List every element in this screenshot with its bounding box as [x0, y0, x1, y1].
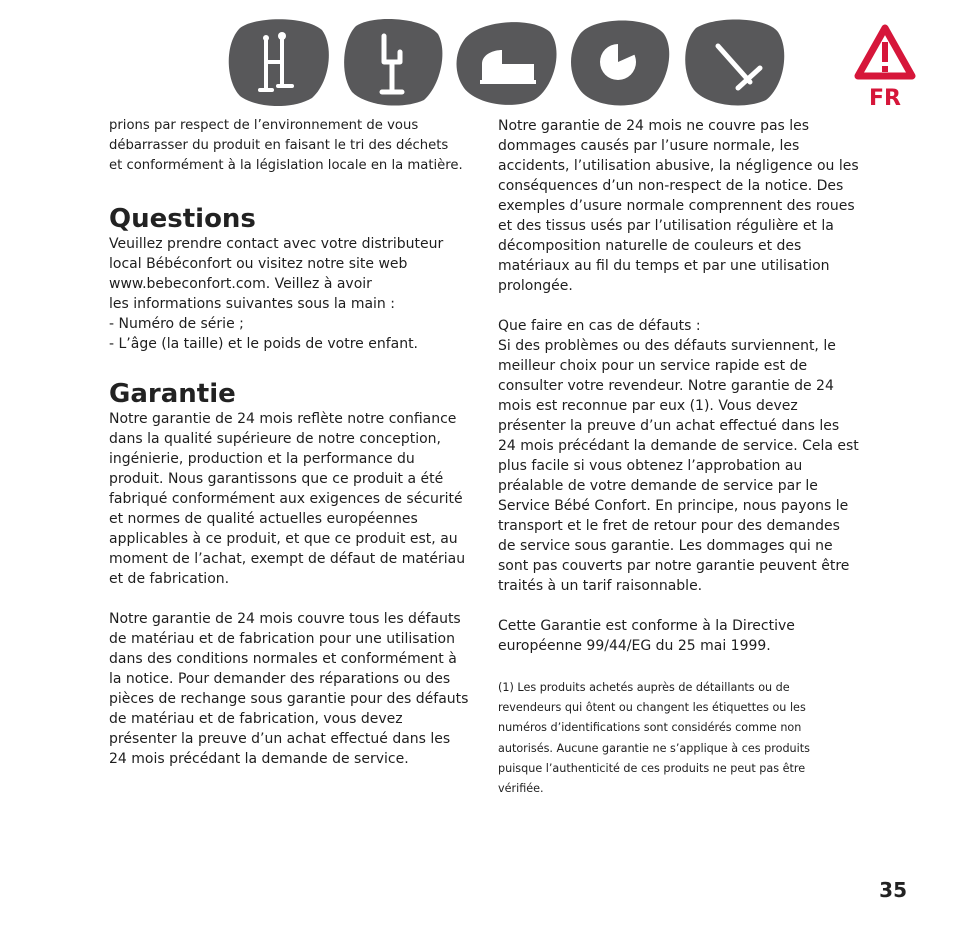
text-line: Service Bébé Confort. En principe, nous payons le	[498, 498, 849, 514]
text-line: Que faire en cas de défauts :	[498, 318, 701, 334]
text-line: dommages causés par l’usure normale, les	[498, 138, 800, 154]
text-line: Veuillez prendre contact avec votre distributeur	[109, 236, 444, 252]
text-line: conséquences d’un non-respect de la notice. Des	[498, 178, 844, 194]
text-line: présenter la preuve d’un achat effectué dans les	[109, 731, 451, 747]
carrycot-icon	[454, 16, 560, 106]
text-line: dans la qualité supérieure de notre conception,	[109, 431, 441, 447]
defects-paragraph	[498, 316, 860, 596]
text-line: Cette Garantie est conforme à la Directive	[498, 618, 795, 634]
text-line: plus facile si vous obtenez l’approbation au	[498, 458, 803, 474]
text-line: la notice. Pour demander des réparations ou des	[109, 671, 451, 687]
questions-paragraph	[109, 234, 471, 354]
text-line: exemples d’usure normale comprennent des roues	[498, 198, 855, 214]
fold-icon	[682, 16, 788, 106]
seat-upright-icon	[340, 16, 446, 106]
text-line: et conformément à la législation locale en la matière.	[109, 158, 463, 173]
footnote	[498, 678, 860, 799]
text-line: européenne 99/44/EG du 25 mai 1999.	[498, 638, 771, 654]
text-line: et des tissus usés par l’utilisation régulière et la	[498, 218, 834, 234]
text-line: ingénierie, production et la performance du	[109, 451, 415, 467]
text-line: local Bébéconfort ou visitez notre site web	[109, 256, 408, 272]
text-line: revendeurs qui ôtent ou changent les étiquettes ou les	[498, 701, 806, 715]
text-line: vérifiée.	[498, 782, 544, 796]
text-line: moment de l’achat, exempt de défaut de matériau	[109, 551, 466, 567]
text-line: traités à un tarif raisonnable.	[498, 578, 703, 594]
text-line: Notre garantie de 24 mois ne couvre pas les	[498, 118, 810, 134]
text-line: les informations suivantes sous la main :	[109, 296, 395, 312]
text-line: (1) Les produits achetés auprès de détaillants ou de	[498, 681, 790, 694]
text-line: autorisés. Aucune garantie ne s’applique à ces produits	[498, 741, 810, 755]
text-line: puisque l’authenticité de ces produits ne peut pas être	[498, 761, 806, 775]
right-column	[498, 116, 860, 799]
questions-heading: Questions	[109, 204, 256, 234]
text-line: prions par respect de l’environnement de vous	[109, 118, 419, 133]
text-line: produit. Nous garantissons que ce produit a été	[109, 471, 444, 487]
text-line: meilleur choix pour un service rapide est de	[498, 358, 808, 374]
recline-icon	[568, 16, 674, 106]
garantie-heading: Garantie	[109, 379, 236, 409]
text-line: et normes de qualité actuelles européennes	[109, 511, 418, 527]
exclusions-paragraph	[498, 116, 860, 296]
text-line: numéros d’identifications sont considérés comme non	[498, 721, 802, 735]
text-line: matériaux au fil du temps et par une utilisation	[498, 258, 830, 274]
text-line: prolongée.	[498, 278, 573, 294]
text-line: fabriqué conformément aux exigences de sécurité	[109, 491, 463, 507]
text-line: accidents, l’utilisation abusive, la négligence ou les	[498, 158, 859, 174]
text-line: sont pas couverts par notre garantie peuvent être	[498, 558, 850, 574]
list-item: - Numéro de série ;	[109, 316, 244, 332]
text-line: Notre garantie de 24 mois reflète notre confiance	[109, 411, 457, 427]
text-line: mois est reconnue par eux (1). Vous devez	[498, 398, 798, 414]
text-line: consulter votre revendeur. Notre garantie de 24	[498, 378, 834, 394]
text-line: dans des conditions normales et conformément à	[109, 651, 457, 667]
directive-paragraph	[498, 616, 860, 656]
text-line: décomposition naturelle de couleurs et des	[498, 238, 802, 254]
text-line: et de fabrication.	[109, 571, 230, 587]
text-line: pièces de rechange sous garantie pour des défauts	[109, 691, 469, 707]
page-number: 35	[879, 878, 907, 902]
list-item: - L’âge (la taille) et le poids de votre enfant.	[109, 336, 419, 352]
text-line: Si des problèmes ou des défauts surviennent, le	[498, 338, 836, 354]
text-line: 24 mois précédant la demande de service. Cela est	[498, 438, 859, 454]
text-line: applicables à ce produit, et que ce produit est, au	[109, 531, 458, 547]
intro-paragraph	[109, 116, 471, 176]
garantie-paragraph-1	[109, 409, 471, 589]
garantie-paragraph-2	[109, 609, 471, 769]
text-line: www.bebeconfort.com. Veillez à avoir	[109, 276, 372, 292]
text-line: préalable de votre demande de service par le	[498, 478, 818, 494]
text-line: présenter la preuve d’un achat effectué dans les	[498, 418, 840, 434]
text-line: 24 mois précédant la demande de service.	[109, 751, 409, 767]
text-line: de matériau et de fabrication, vous devez	[109, 711, 403, 727]
text-line: transport et le fret de retour pour des demandes	[498, 518, 840, 534]
language-code: FR	[869, 86, 901, 111]
stroller-stand-icon	[226, 16, 332, 106]
text-line: de service sous garantie. Les dommages qui ne	[498, 538, 833, 554]
left-column	[109, 116, 471, 769]
icon-strip	[224, 16, 874, 108]
text-line: de matériau et de fabrication pour une utilisation	[109, 631, 455, 647]
text-line: Notre garantie de 24 mois couvre tous les défauts	[109, 611, 461, 627]
text-line: débarrasser du produit en faisant le tri des déchets	[109, 138, 449, 153]
